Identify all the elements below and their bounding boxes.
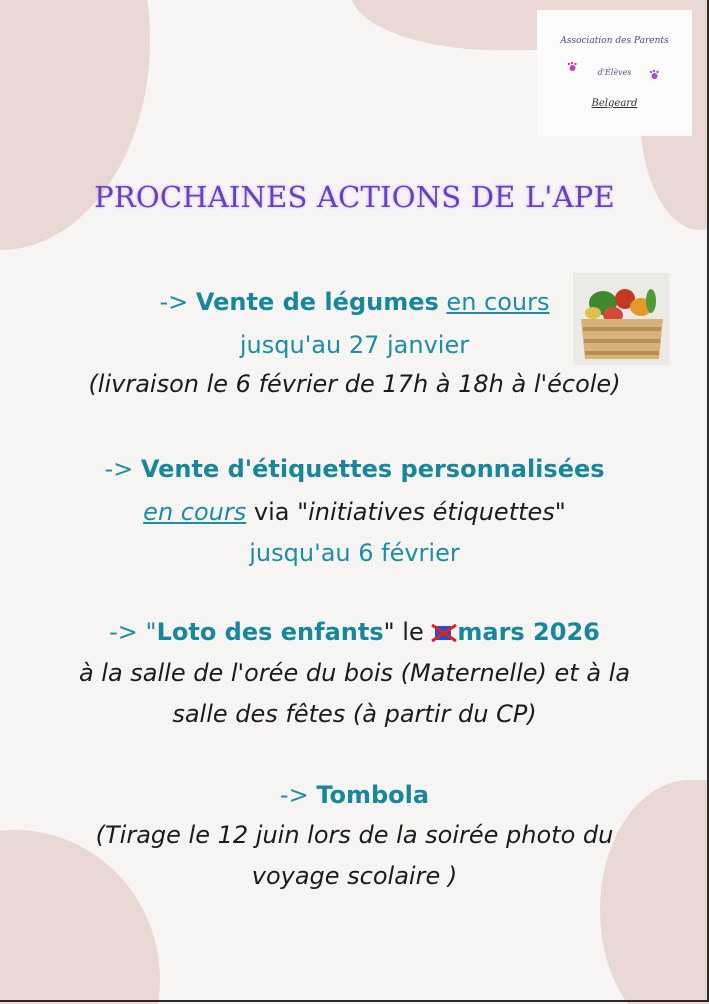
action-4-detail-2: voyage scolaire ) — [251, 862, 458, 890]
page-title: PROCHAINES ACTIONS DE L'APE — [94, 180, 615, 214]
action-3-date: mars 2026 — [457, 618, 600, 646]
ape-logo — [537, 10, 692, 136]
action-3-heading — [0, 618, 709, 646]
action-3-place-1: à la salle de l'orée du bois (Maternelle) et à la — [78, 659, 631, 687]
handprint-icon — [649, 70, 660, 80]
action-2-via-line — [0, 498, 709, 526]
action-3-name: Loto des enfants — [156, 618, 384, 646]
action-2-until: jusqu'au 6 février — [249, 539, 460, 567]
action-2-source: initiatives étiquettes — [308, 498, 555, 526]
arrow: -> — [159, 288, 196, 316]
action-2-via: via " — [246, 498, 309, 526]
action-4-heading — [0, 781, 709, 809]
action-1-status: en cours — [446, 288, 550, 316]
action-4-name: Tombola — [316, 781, 430, 809]
decor-blob-bottom-right — [600, 780, 709, 1004]
action-2-status: en cours — [143, 498, 247, 526]
decor-blob-bottom-left — [0, 830, 160, 1004]
action-2-name: Vente d'étiquettes personnalisées — [140, 455, 605, 483]
arrow: -> — [109, 618, 146, 646]
arrow: -> — [104, 455, 141, 483]
vegetable-crate-image — [573, 273, 669, 365]
action-2-quote-end: " — [554, 498, 566, 526]
logo-line-2: d'Élèves — [597, 68, 632, 77]
action-1-until: jusqu'au 27 janvier — [239, 331, 470, 359]
logo-line-1: Association des Parents — [560, 36, 669, 46]
action-2-heading — [0, 455, 709, 483]
arrow: -> — [279, 781, 317, 809]
logo-line-3: Belgeard — [591, 98, 638, 109]
action-3-le: le — [394, 618, 432, 646]
quote-open: " — [145, 618, 157, 646]
quote-close: " — [383, 618, 395, 646]
action-4-detail-1: (Tirage le 12 juin lors de la soirée photo du — [95, 821, 614, 849]
action-1-delivery: (livraison le 6 février de 17h à 18h à l'école) — [88, 370, 621, 398]
crossed-out-date-icon — [431, 622, 457, 644]
action-1-name: Vente de légumes — [195, 288, 439, 316]
action-3-place-2: salle des fêtes (à partir du CP) — [172, 700, 537, 728]
